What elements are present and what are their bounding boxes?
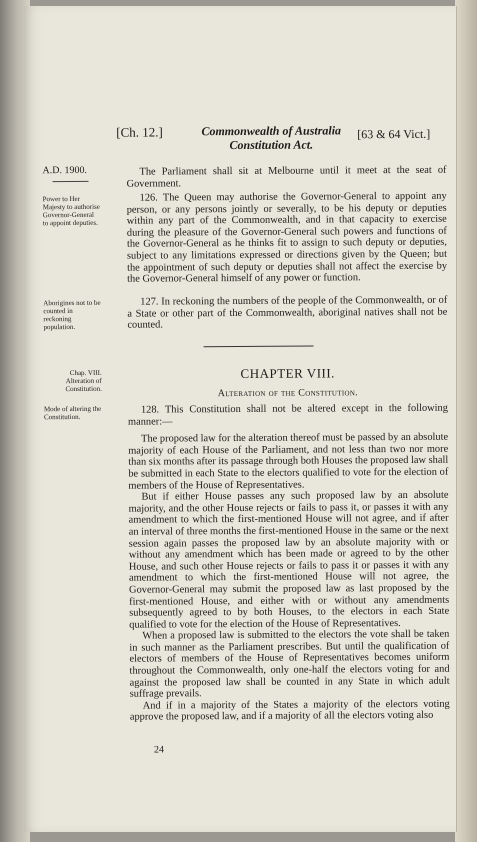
page-edges [455, 0, 477, 842]
header-title-line2: Constitution Act. [229, 137, 314, 153]
section-125-text [126, 165, 446, 190]
header-title-line1: Commonwealth of Australia [201, 123, 342, 139]
section-128-intro: 128. This Constitution shall not be altered except in the following manner:— [127, 402, 448, 428]
section-128-para-1: The proposed law for the alteration thereof must be passed by an absolute majority of each House of the Parliament, and not less than two nor more than six months after its passage through both Houses the proposed law shall be submitted in each State to the electors qualified to vote for the election of members of the House of Representatives. [128, 431, 449, 492]
book-page [24, 6, 456, 832]
section-128-para-2: But if either House passes any such proposed law by an absolute majority, and the other House rejects or fails to pass it, or passes it with any amendment to which the first-mentioned House will not agree, and if after an interval of three months the first-mentioned House in the same or the next session again passes the proposed law by an absolute majority with or without any amendment which has been made or agreed to by the other House, and such other House rejects or fails to pass it or passes it with any amendment to which the first-mentioned House will not agree, the Governor-General may submit the proposed law as last proposed by the first-mentioned House, and either with or without any amendments subsequently agreed to by both Houses, to the electors in each State qualified to vote for the election of the House of Representatives. [128, 489, 450, 631]
header-regnal-year: [63 & 64 Vict.] [357, 126, 431, 142]
page-content [24, 6, 456, 832]
section-127-para: 127. In reckoning the numbers of the people of the Commonwealth, or of a State or other part of the Commonwealth, aboriginal natives shall not be counted. [127, 294, 448, 331]
section-125-para: The Parliament shall sit at Melbourne until it meet at the seat of Government. [126, 164, 447, 190]
running-header [116, 123, 444, 165]
margin-year: A.D. 1900. [42, 164, 87, 177]
chapter-subheading: Alteration of the Constitution. [217, 387, 359, 400]
margin-note-128: Mode of altering the Constitution. [43, 404, 102, 422]
margin-year-rule [53, 181, 89, 182]
section-126-para: 126. The Queen may authorise the Governor-General to appoint any person, or any persons jointly or severally, to be his deputy or deputies within any part of the Commonwealth, and in that capacity to exercise during the pleasure of the Governor-General such powers and functions of the Governor-General as he thinks fit to assign to such deputy or deputies, subject to any limitations expressed or directions given by the Queen; but the appointment of such deputy or deputies shall not affect the exercise by the Governor-General himself of any power or function. [126, 190, 448, 285]
section-127-text [127, 295, 447, 332]
margin-note-127: Aborigines not to be counted in reckoning population. [43, 298, 101, 332]
section-separator-rule [204, 346, 314, 348]
header-title [186, 123, 356, 152]
section-126-text [127, 191, 448, 286]
page-number: 24 [153, 744, 165, 756]
section-128-para-3: When a proposed law is submitted to the electors the vote shall be taken in such manner as the Parliament prescribes. But until the qualification of electors of members of the House of Representatives becomes uniform throughout the Commonwealth, only one-half the electors voting for and against the proposed law shall be counted in any State in which adult suffrage prevails. [129, 629, 450, 700]
header-chapter-ref: [Ch. 12.] [116, 124, 163, 140]
section-128-para-4: And if in a majority of the States a majority of the electors voting approve the proposed law, and if a majority of all the electors voting also [129, 698, 450, 724]
chapter-heading: CHAPTER VIII. [240, 365, 335, 381]
section-128-text [128, 403, 450, 724]
margin-note-126: Power to Her Majesty to authorise Governor-General to appoint deputies. [42, 194, 100, 228]
margin-note-chapter: Chap. VIII. Alteration of Constitution. [65, 368, 102, 394]
